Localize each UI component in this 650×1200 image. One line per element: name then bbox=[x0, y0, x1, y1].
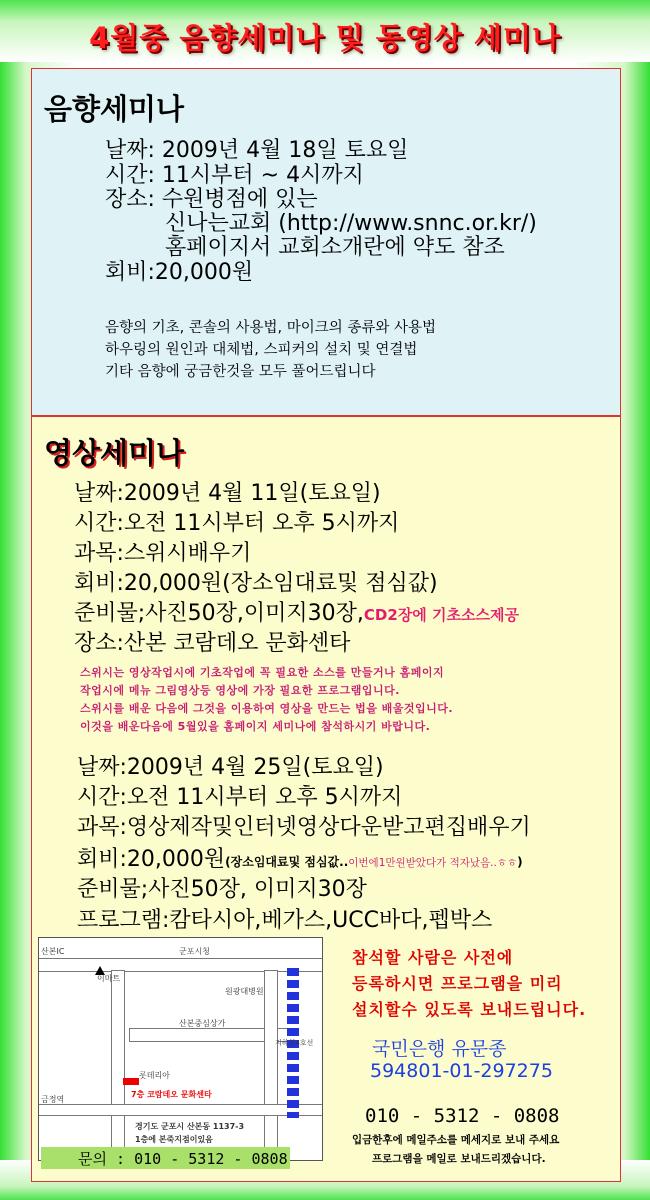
video-s2-fee bbox=[77, 842, 523, 873]
deposit-note-2: 프로그램을 메일로 보내드리겠습니다. bbox=[372, 1153, 546, 1165]
video-s1-subject: 과목:스위시배우기 bbox=[74, 541, 252, 566]
video-note-1: 스위시는 영상작업시에 기초작업에 꼭 필요한 소스를 만들거나 홈페이지 bbox=[80, 666, 445, 679]
bank-account: 594801-01-297275 bbox=[370, 1060, 553, 1082]
audio-seminar-panel bbox=[31, 68, 621, 416]
video-s2-fee-note: (장소임대료및 점심값.. bbox=[225, 855, 349, 869]
audio-place: 장소: 수원병점에 있는 bbox=[105, 187, 318, 212]
audio-place-map-note: 홈페이지서 교회소개란에 약도 참조 bbox=[165, 235, 505, 260]
map-label-emart: 이마트 bbox=[97, 974, 121, 983]
video-note-2: 작업시에 메뉴 그림영상등 영상에 가장 필요한 프로그램입니다. bbox=[80, 684, 400, 697]
video-s1-fee: 회비:20,000원(장소임대료및 점심값) bbox=[74, 571, 438, 596]
video-s2-fee-text: 회비:20,000원 bbox=[77, 847, 226, 872]
notice-line-1: 참석할 사람은 사전에 bbox=[352, 948, 514, 967]
video-s2-fee-joke: 이번에1만원받았다가 적자났음..ㅎㅎ bbox=[348, 857, 518, 869]
video-heading: 영상세미나 bbox=[44, 436, 185, 470]
map-label-hospital: 원광대병원 bbox=[225, 987, 264, 996]
video-s2-fee-close: ) bbox=[517, 855, 523, 869]
video-s1-date: 날짜:2009년 4월 11일(토요일) bbox=[74, 481, 381, 506]
video-s2-date: 날짜:2009년 4월 25일(토요일) bbox=[77, 755, 384, 780]
map-label-cityhall: 군포시청 bbox=[179, 947, 210, 956]
video-s1-place: 장소:산본 코람데오 문화센타 bbox=[74, 631, 351, 656]
audio-heading: 음향세미나 bbox=[44, 92, 185, 126]
map-label-center: 7층 코람데오 문화센타 bbox=[131, 1090, 212, 1099]
phone-number: 010 - 5312 - 0808 bbox=[365, 1105, 560, 1127]
contact-box bbox=[41, 1147, 290, 1169]
audio-fee: 회비:20,000원 bbox=[105, 260, 254, 285]
video-s1-time: 시간:오전 11시부터 오후 5시까지 bbox=[74, 511, 400, 536]
video-seminar-panel bbox=[31, 416, 621, 1182]
audio-desc-1: 음향의 기초, 콘솔의 사용법, 마이크의 종류와 사용법 bbox=[105, 320, 437, 336]
deposit-note-1: 입금한후에 메일주소를 메세지로 보내 주세요 bbox=[352, 1134, 560, 1146]
map-label-bonjuk: 1층에 본죽지점이있음 bbox=[135, 1135, 213, 1144]
audio-place-church: 신나는교회 (http://www.snnc.or.kr/) bbox=[165, 211, 537, 236]
video-s1-prep bbox=[74, 596, 519, 627]
video-s2-time: 시간:오전 11시부터 오후 5시까지 bbox=[77, 785, 403, 810]
audio-time: 시간: 11시부터 ~ 4시까지 bbox=[105, 163, 364, 188]
map-label-ic: 산본IC bbox=[41, 947, 65, 956]
location-map bbox=[38, 937, 323, 1161]
map-label-address: 경기도 군포시 산본동 1137-3 bbox=[135, 1122, 245, 1131]
map-road-bottom bbox=[39, 1104, 322, 1116]
notice-line-2: 등록하시면 프로그램을 미리 bbox=[352, 974, 563, 993]
video-note-4: 이것을 배운다음에 5월있을 홈페이지 세미나에 참석하시기 바랍니다. bbox=[80, 720, 431, 733]
video-s2-subject: 과목:영상제작및인터넷영상다운받고편집배우기 bbox=[77, 815, 531, 840]
video-s1-prep-extra: CD2장에 기초소스제공 bbox=[363, 606, 519, 624]
notice-line-3: 설치할수 있도록 보내드립니다. bbox=[352, 1000, 587, 1019]
video-s1-prep-text: 준비물;사진50장,이미지30장, bbox=[74, 601, 364, 626]
map-road-right bbox=[264, 970, 278, 1161]
map-road-top bbox=[39, 958, 322, 972]
contact-phone: 문의 : 010 - 5312 - 0808 bbox=[78, 1150, 288, 1168]
map-label-subway: 지하철4호선 bbox=[275, 1039, 314, 1047]
map-label-station: 금정역 bbox=[41, 1095, 65, 1104]
audio-desc-3: 기타 음향에 궁금한것을 모두 풀어드립니다 bbox=[105, 364, 376, 380]
video-s2-programs: 프로그램:캄타시아,베가스,UCC바다,펩박스 bbox=[77, 908, 493, 933]
page-title: 4월중 음향세미나 및 동영상 세미나 bbox=[89, 21, 561, 55]
video-note-3: 스위시를 배운 다음에 그것을 이용하여 영상을 만드는 법을 배울것입니다. bbox=[80, 702, 454, 715]
map-label-mall: 산본중심상가 bbox=[179, 1019, 226, 1028]
location-marker bbox=[123, 1078, 139, 1085]
audio-desc-2: 하우링의 원인과 대체법, 스피커의 설치 및 연결법 bbox=[105, 342, 418, 358]
video-s2-prep: 준비물;사진50장, 이미지30장 bbox=[77, 877, 367, 902]
bank-name: 국민은행 유문종 bbox=[372, 1038, 507, 1060]
map-road-left bbox=[111, 970, 125, 1161]
map-label-lotteria: 롯데리아 bbox=[139, 1071, 170, 1080]
audio-date: 날짜: 2009년 4월 18일 토요일 bbox=[105, 138, 409, 163]
